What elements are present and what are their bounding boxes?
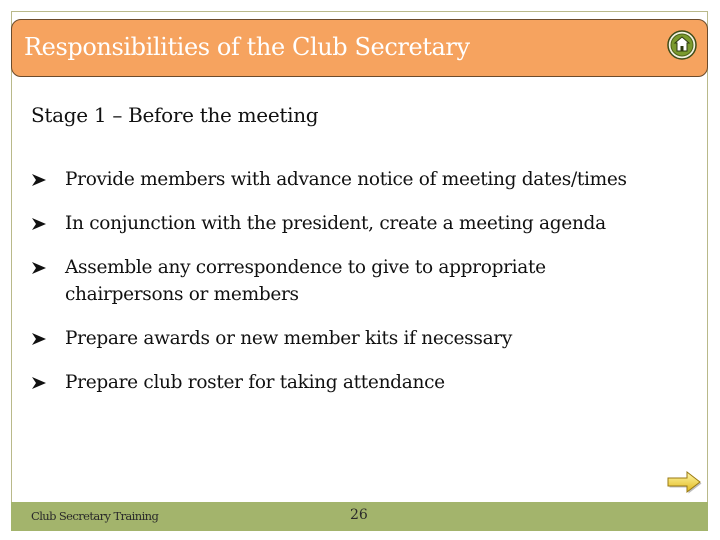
arrow-bullet-icon [31, 173, 47, 187]
slide-title: Responsibilities of the Club Secretary [24, 33, 470, 61]
home-button[interactable] [667, 30, 697, 60]
bullet-text: Assemble any correspondence to give to appropriate chairpersons or members [65, 257, 546, 305]
bullet-text: Prepare club roster for taking attendance [65, 372, 445, 393]
bullet-item [31, 254, 625, 308]
bullet-item [31, 325, 720, 352]
bullet-text: Provide members with advance notice of meeting dates/times [65, 169, 627, 190]
next-arrow-icon [665, 468, 703, 496]
bullet-item [31, 210, 720, 237]
footer-label: Club Secretary Training [31, 509, 159, 523]
arrow-bullet-icon [31, 261, 47, 275]
arrow-bullet-icon [31, 217, 47, 231]
arrow-bullet-icon [31, 376, 47, 390]
bullet-text: In conjunction with the president, create a meeting agenda [65, 213, 606, 234]
title-bar [11, 19, 708, 77]
bullet-item [31, 369, 720, 396]
arrow-bullet-icon [31, 332, 47, 346]
bullet-item [31, 166, 720, 193]
page-number: 26 [350, 507, 368, 523]
bullet-text: Prepare awards or new member kits if necessary [65, 328, 512, 349]
home-icon [667, 30, 697, 60]
stage-subtitle: Stage 1 – Before the meeting [31, 103, 319, 127]
next-slide-button[interactable] [665, 468, 703, 496]
